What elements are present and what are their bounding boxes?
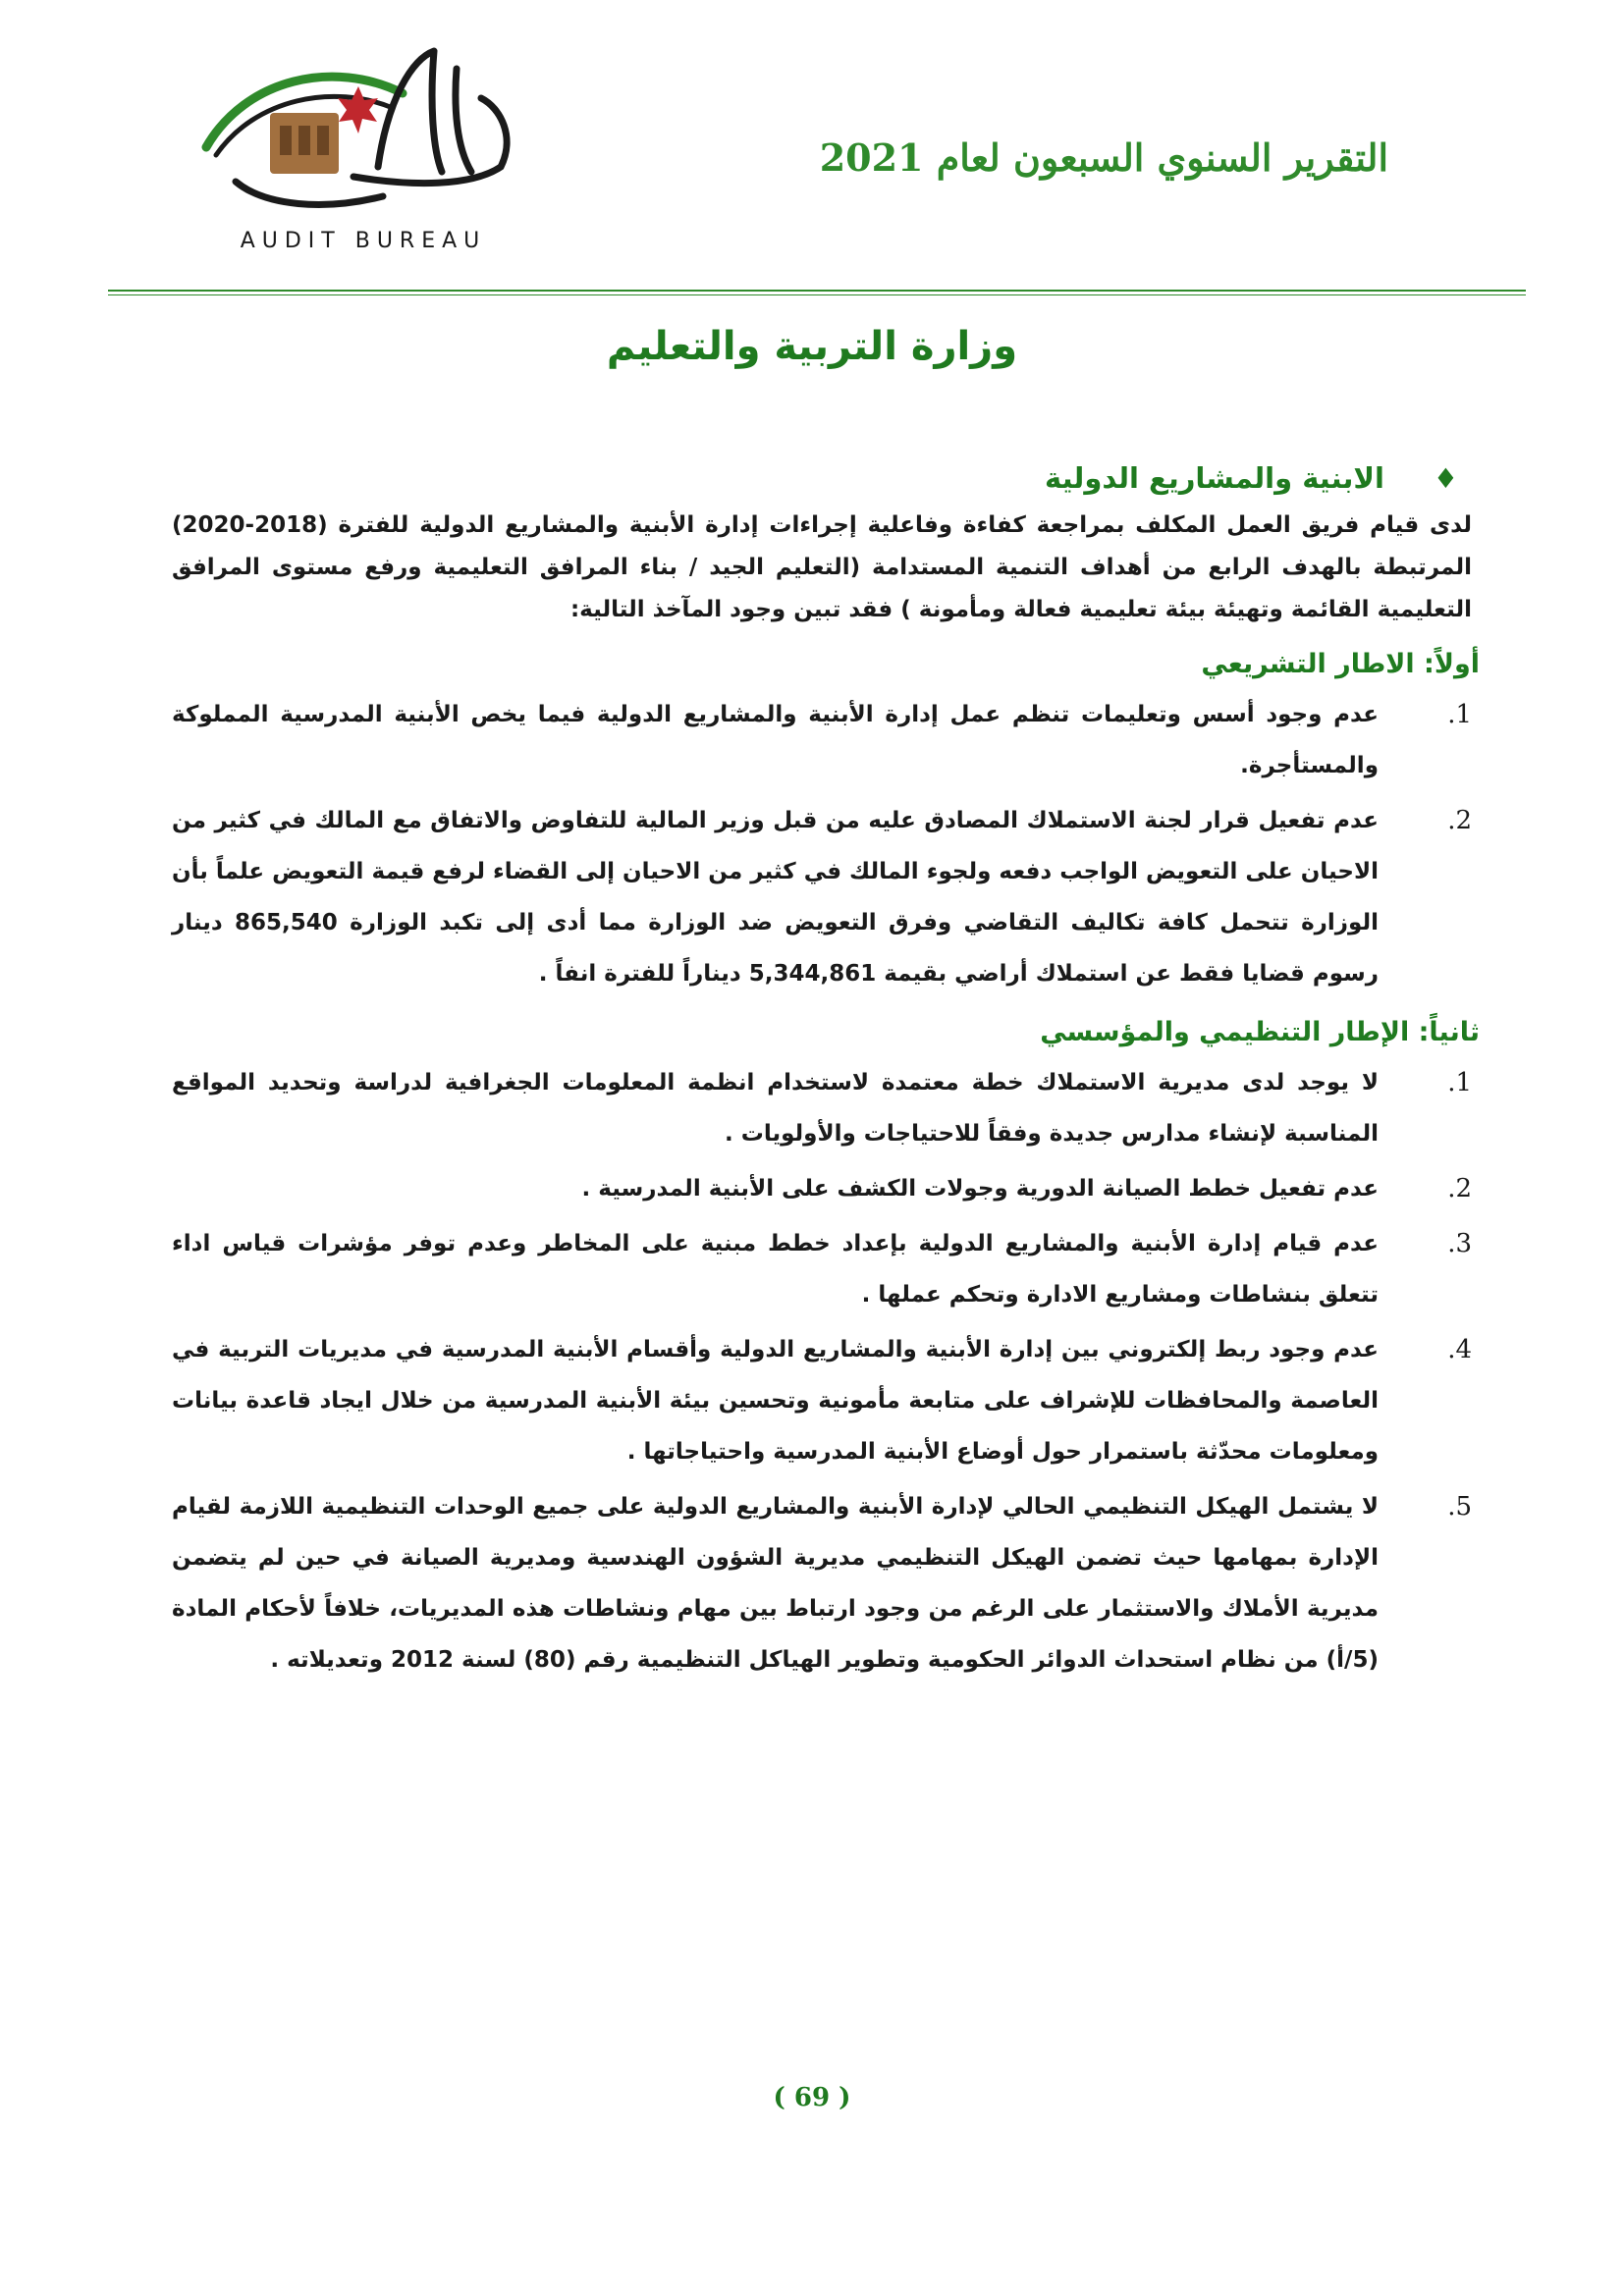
item-text: لا يشتمل الهيكل التنظيمي الحالي لإدارة الأبنية والمشاريع الدولية على جميع الوحدات التنظيمية اللازمة لقيام الإدارة بمهامها حيث تضمن الهيكل التنظيمي مديرية الشؤون الهندسية ومديرية الصيانة في حين لم يتضمن مديرية الأملاك والاستثمار على الرغم من وجود ارتباط بين مهام ونشاطات هذه المديريات، خلافاً لأحكام المادة (5/أ) من نظام استحداث الدوائر الحكومية وتطوير الهياكل التنظيمية رقم (80) لسنة 2012 وتعديلاته . <box>172 1494 1379 1673</box>
item-number: 2. <box>1447 806 1472 835</box>
list-item <box>172 1057 1472 1159</box>
item-text: عدم تفعيل خطط الصيانة الدورية وجولات الكشف على الأبنية المدرسية . <box>581 1176 1379 1201</box>
list-item <box>172 1218 1472 1320</box>
item-text: لا يوجد لدى مديرية الاستملاك خطة معتمدة لاستخدام انظمة المعلومات الجغرافية لدراسة وتحديد المواقع المناسبة لإنشاء مدارس جديدة وفقاً للاحتياجات والأولويات . <box>172 1070 1379 1147</box>
item-number: 1. <box>1447 1068 1472 1097</box>
list-item <box>172 1163 1472 1214</box>
legislative-heading: أولاً: الاطار التشريعي <box>1201 649 1480 679</box>
list-item <box>172 1324 1472 1477</box>
report-title: التقرير السنوي السبعون لعام 2021 <box>819 135 1388 180</box>
organizational-list <box>172 1057 1472 1685</box>
diamond-bullet-icon: ♦ <box>1433 461 1458 495</box>
organizational-heading: ثانياً: الإطار التنظيمي والمؤسسي <box>1040 1017 1480 1047</box>
page-number: ( 69 ) <box>773 2083 851 2112</box>
section-heading <box>172 461 1458 495</box>
item-number: 3. <box>1447 1229 1472 1258</box>
item-text: عدم وجود ربط إلكتروني بين إدارة الأبنية والمشاريع الدولية وأقسام الأبنية المدرسية في مديريات التربية في العاصمة والمحافظات للإشراف على متابعة مأمونية وتحسين بيئة الأبنية المدرسية من خلال ايجاد قاعدة بيانات ومعلومات محدّثة باستمرار حول أوضاع الأبنية المدرسية واحتياجاتها . <box>172 1337 1379 1465</box>
item-number: 5. <box>1447 1492 1472 1522</box>
item-number: 1. <box>1447 700 1472 729</box>
item-text: عدم تفعيل قرار لجنة الاستملاك المصادق عليه من قبل وزير المالية للتفاوض والاتفاق مع المالك في كثير من الاحيان على التعويض الواجب دفعه ولجوء المالك في كثير من الاحيان إلى القضاء لرفع قيمة التعويض علماً بأن الوزارة تتحمل كافة تكاليف التقاضي وفرق التعويض ضد الوزارة مما أدى إلى تكبد الوزارة 865,540 دينار رسوم قضايا فقط عن استملاك أراضي بقيمة 5,344,861 ديناراً للفترة انفاً . <box>172 808 1379 987</box>
logo-english-text: AUDIT BUREAU <box>240 229 487 253</box>
item-number: 4. <box>1447 1335 1472 1364</box>
audit-bureau-logo <box>177 39 550 265</box>
list-item <box>172 795 1472 999</box>
list-item <box>172 1481 1472 1685</box>
item-number: 2. <box>1447 1174 1472 1203</box>
ministry-title: وزارة التربية والتعليم <box>606 324 1018 369</box>
main-content <box>172 461 1480 1689</box>
item-text: عدم وجود أسس وتعليمات تنظم عمل إدارة الأبنية والمشاريع الدولية فيما يخص الأبنية المدرسية المملوكة والمستأجرة. <box>172 702 1379 778</box>
section-title: الابنية والمشاريع الدولية <box>1045 461 1384 495</box>
header-divider <box>108 290 1526 295</box>
item-text: عدم قيام إدارة الأبنية والمشاريع الدولية بإعداد خطط مبنية على المخاطر وعدم توفر مؤشرات قياس اداء تتعلق بنشاطات ومشاريع الادارة وتحكم عملها . <box>172 1231 1379 1308</box>
list-item <box>172 689 1472 791</box>
intro-paragraph: لدى قيام فريق العمل المكلف بمراجعة كفاءة وفاعلية إجراءات إدارة الأبنية والمشاريع الدولية للفترة (2018-2020) المرتبطة بالهدف الرابع من أهداف التنمية المستدامة (التعليم الجيد / بناء المرافق التعليمية ورفع مستوى المرافق التعليمية القائمة وتهيئة بيئة تعليمية فعالة ومأمونة ) فقد تبين وجود المآخذ التالية: <box>172 512 1472 622</box>
legislative-list <box>172 689 1472 999</box>
